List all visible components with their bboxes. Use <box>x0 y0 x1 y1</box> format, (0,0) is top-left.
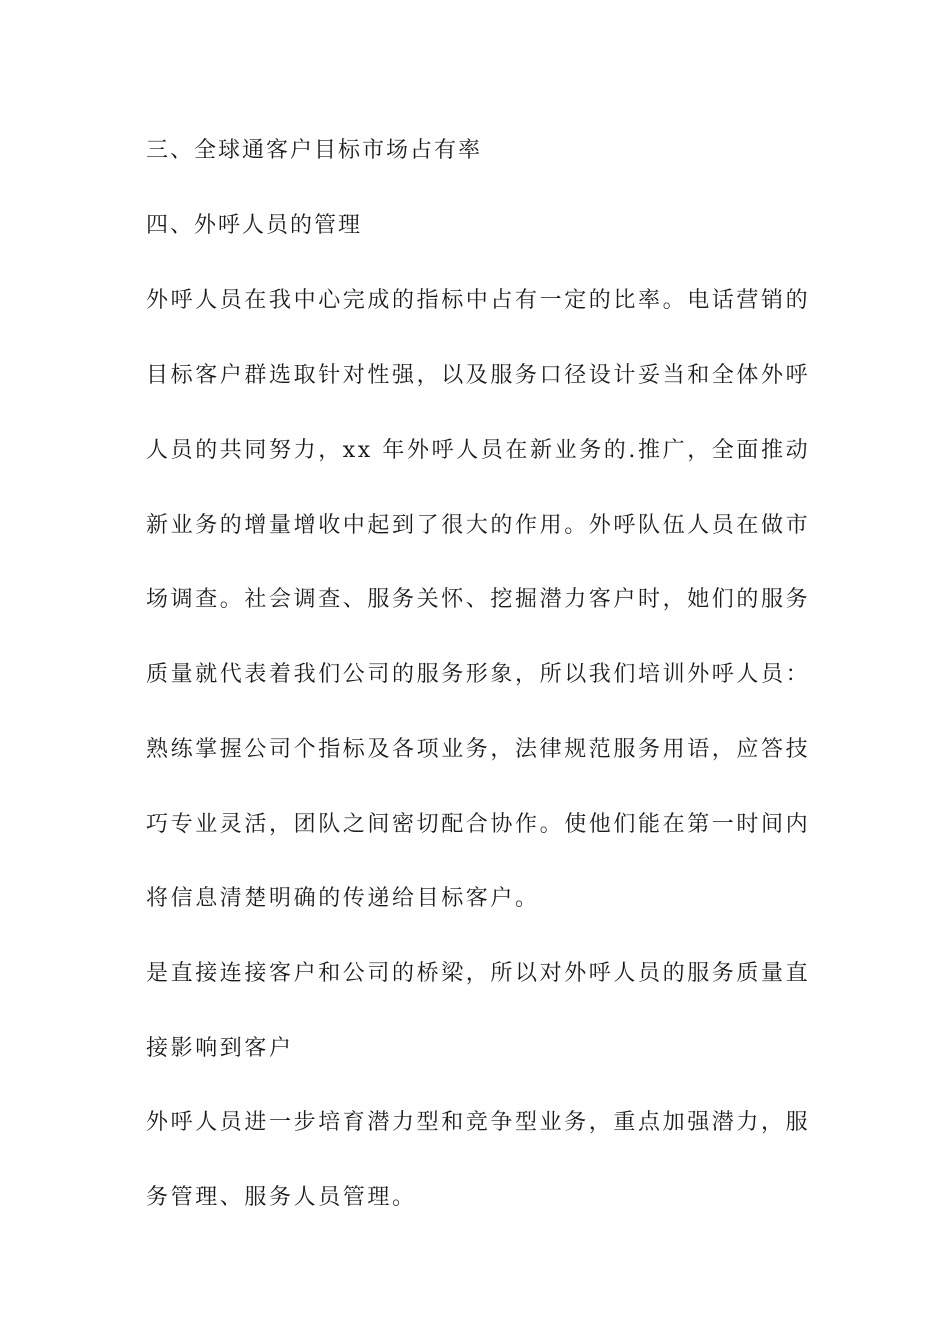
section-heading-3: 三、全球通客户目标市场占有率 <box>146 138 483 163</box>
paragraph-line: 接影响到客户 <box>146 1036 294 1061</box>
section-heading-4: 四、外呼人员的管理 <box>146 213 363 238</box>
paragraph-line: 质量就代表着我们公司的服务形象，所以我们培训外呼人员： <box>146 662 811 687</box>
paragraph-line: 人员的共同努力，xx 年外呼人员在新业务的.推广，全面推动 <box>146 438 811 463</box>
paragraph-line: 巧专业灵活，团队之间密切配合协作。使他们能在第一时间内 <box>146 812 811 837</box>
paragraph-line: 务管理、服务人员管理。 <box>146 1185 417 1210</box>
paragraph-line: 熟练掌握公司个指标及各项业务，法律规范服务用语，应答技 <box>146 737 811 762</box>
paragraph-line: 新业务的增量增收中起到了很大的作用。外呼队伍人员在做市 <box>146 513 811 538</box>
paragraph-line: 目标客户群选取针对性强，以及服务口径设计妥当和全体外呼 <box>146 363 811 388</box>
paragraph-line: 外呼人员在我中心完成的指标中占有一定的比率。电话营销的 <box>146 288 811 313</box>
paragraph-line: 将信息清楚明确的传递给目标客户。 <box>146 886 540 911</box>
paragraph-line: 外呼人员进一步培育潜力型和竞争型业务，重点加强潜力，服 <box>146 1110 811 1135</box>
paragraph-line: 场调查。社会调查、服务关怀、挖掘潜力客户时，她们的服务 <box>146 587 811 612</box>
paragraph-line: 是直接连接客户和公司的桥梁，所以对外呼人员的服务质量直 <box>146 961 811 986</box>
